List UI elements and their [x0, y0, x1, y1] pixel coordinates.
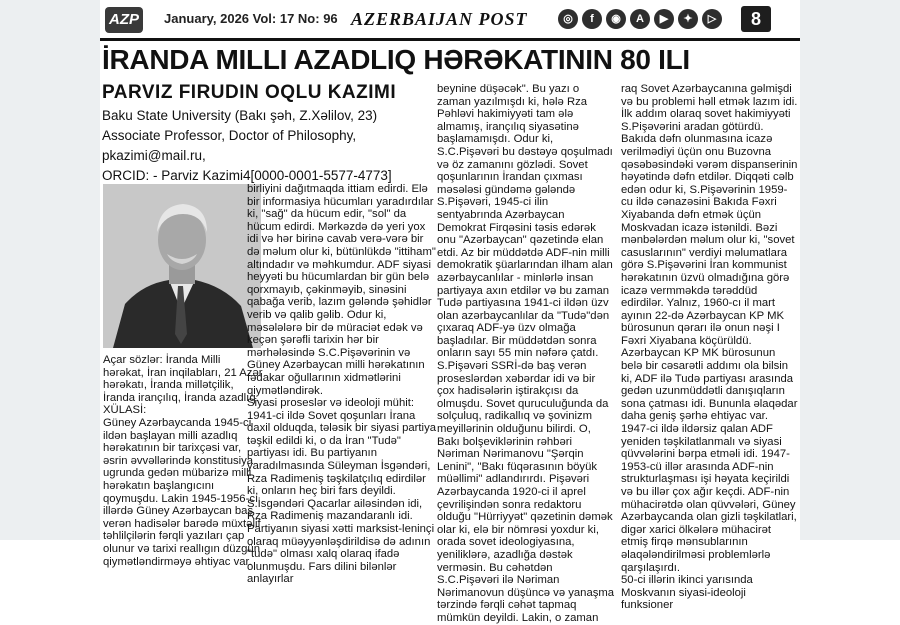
affiliation-line: Associate Professor, Doctor of Philosophy, [102, 128, 357, 143]
page-number: 8 [741, 6, 771, 32]
youtube-icon[interactable]: ▶ [654, 9, 674, 29]
web-icon[interactable]: ◎ [558, 9, 578, 29]
paragraph: beynine düşəcək". Bu yazı o zaman yazılmışdı ki, hələ Rza Pəhləvi hakimiyyəti tam ələ almamış, irançılıq siyasətinə başlamamışdı. Odur ki, S.C.Pişəvəri bu dəstəyə qoşulmadı və öz zamanını gözlədi. Sovet qoşunlarının İrandan çıxması məsələsi gündəmə gələndə S.Pişəvəri, 1945-ci ilin sentyabrında Azərbaycan Demokrat Firqəsini təsis edərək onu "Azərbaycan" qəzetində elan etdi. Az bir müddətdə ADF-nin milli demokratik şüarlarından ilham alan azərbaycanlılar - minlərlə insan partiyaya axın etdilər və bu zaman Tudə partiyasına 1941-ci ildən üzv olan azərbaycanlılar da "Tudə"dən çıxaraq ADF-yə üzv olmağa başladılar. Bir müddətdən sonra onların sayı 55 min nəfərə çatdı. S.Pişəvəri SSRİ-də baş verən proseslərdən xəbərdar idi və bir çox hadisələrin iştirakçısı da olmuşdu. Sovet quruculuğunda da solçuluq, radikallıq və şovinizm meyillərinin olduğunu bilirdi. O, Bakı bolşeviklərinin rəhbəri Nəriman Nərimanovu "Şərqin Lenini", "Bakı füqərasının böyük müəllimi" adlandırırdı. Pişəvəri Azərbaycanda 1920-ci il aprel çevrilişindən sonra redaktoru olduğu "Hürriyyət" qəzetinin dəmək olar ki, elə bir nömrəsi yoxdur ki, orada sovet ideologiyasına, yeniliklərə, azadlığa dəstək verməsin. Bu cəhətdən S.C.Pişəvəri ilə Nəriman Nərimanovun düşüncə və yanaşma tərzində fərqli cəhət tapmaq mümkün deyildi. Lakin, o zaman [437, 83, 615, 624]
column-abstract [103, 354, 263, 568]
right-margin [800, 0, 900, 540]
paragraph: 1947-ci ildə ildərsiz qalan ADF yeniden təşkilatlanmalı və siyasi qüvvələrini bərpa etməli idi. 1947-1953-cü illər arasında ADF-nin strukturlaşması işi həyata keçirildi və bu illər çox ağır keçdi. ADF-nin mühacirətdə olan qüvvələri, Güney Azərbaycanda olan gizli təşkilatlari, digər xarici ölkələrə mühacirət etmiş firqə mənsublarının əlaqələndirilməsi problemlərlə qarşılaşırdı. [621, 423, 797, 574]
issue-info: January, 2026 Vol: 17 No: 96 [164, 11, 338, 26]
paragraph: Siyasi proseslər və ideoloji mühit: 1941-ci ildə Sovet qoşunları İrana daxil olduqda, tələsik bir siyasi partiya təşkil edildi ki, o da İran "Tudə" partiyası idi. Bu partiyanın yaradılmasında Süleyman İsgəndəri, Rza Radimeniş təşkilatçılıq edirdilər ki, onların heç biri fars deyildi. S.İsgəndəri Qacarlar ailəsindən idi, Rza Radimeniş mazandaranlı idi. Partiyanın siyasi xətti marksist-leninçi olaraq müəyyənləşdirildisə də adının "tudə" olması xalq olaraq ifadə olunmuşdu. Fars dilini bilənlər anlayırlar [247, 397, 437, 586]
author-photo [103, 184, 261, 348]
author-name: PARVIZ FIRUDIN OQLU KAZIMI [102, 82, 397, 103]
instagram-icon[interactable]: ◉ [606, 9, 626, 29]
page-header [100, 0, 800, 38]
author-info [102, 106, 442, 186]
newspaper-page [100, 0, 800, 624]
keywords: Açar sözlər: İranda Milli hərəkat, İran inqilabları, 21 Azər hərəkatı, İranda millətçilik, İranda irançılıq, İranda azadlıq. [103, 354, 263, 404]
column-2 [247, 183, 437, 586]
social-icons [558, 9, 722, 29]
orcid-line: ORCID: - Parviz Kazimi4[0000-0001-5577-4773] [102, 168, 392, 183]
logo: AZP [105, 7, 143, 33]
facebook-icon[interactable]: f [582, 9, 602, 29]
paragraph: 50-ci illərin ikinci yarısında Moskvanın siyasi-ideoloji funksioner [621, 574, 753, 612]
appstore-icon[interactable]: A [630, 9, 650, 29]
abstract-text: Güney Azərbaycanda 1945-ci ildən başlayan milli azadlıq hərəkatının bir tarixçəsi var, əsrin əvvəllərində konstitusiya ugrunda gedən mübarizə milli hərəkatın başlangıcını qoymuşdu. Lakin 1945-1956-cı illərdə Güney Azərbaycan baş verən hadisələr barədə müxtəlif təhlilçilərin fərqli yazıları çap olunur və tarixi reallıgın düzgün qiymətləndirməyə əhtiyac var. [103, 416, 261, 568]
header-rule [100, 38, 800, 41]
article-title: İRANDA MILLI AZADLIQ HƏRƏKATININ 80 ILI [102, 44, 690, 75]
affiliation-line: Baku State University (Bakı şəh, Z.Xəlilov, 23) [102, 108, 378, 123]
masthead: AZERBAIJAN POST [351, 9, 528, 29]
portrait-image [103, 184, 261, 348]
abstract-heading: XÜLASİ: [103, 404, 147, 417]
twitter-icon[interactable]: ✦ [678, 9, 698, 29]
column-4 [621, 83, 799, 612]
paragraph: raq Sovet Azərbaycanına gəlmişdi və bu problemi həll etmək lazım idi. İlk addım olaraq sovet hakimiyyəti S.Pişəvərini aradan götürdü. Bakıda dəfn olunmasına icazə verilmədiyi üçün onu Buzovna qəsəbəsindəki vərəm dispanserinin həyətində dəfn etdilər. Diqqəti cəlb edən odur ki, S.Pişəvərinin 1959-cu ildə cənazəsini Bakıda Fəxri Xiyabanda dəfn etmək üçün Moskvadan icazə istənildi. Bəzi mənbələrdən məlum olur ki, "sovet casuslarının" verdiyi məlumatlara görə S.Pişəvərini İran kommunist hərəkatının üzvü olmadığına görə icazə vermməkdə tərəddüd edirdilər. Yalnız, 1960-cı il mart ayının 22-də Azərbaycan KP MK bürosunun qərarı ilə onun nəşi I Fəxri Xiyabana köçürüldü. Azərbaycan KP MK bürosunun belə bir cəsarətli addımı ola bilsin ki, ADF ilə Tudə partiyası arasında gedən uzunmüddətli danışıqların sona çatması idi. Bununla əlaqədar daha geniş şərhə ehtiyac var. [621, 83, 798, 423]
paragraph: birliyini dağıtmaqda ittiam edirdi. Elə bir informasiya hücumları yaradırdılar ki, "sağ" da hücum edir, "sol" da hücum edirdi. Mərkəzdə də yeri yox idi və hər birinə cavab verə-vərə bir də məlum olur ki, bütünlükdə "ittiham" altındadır və məhkumdur. ADF siyasi heyyəti bu hücumlardan bir gün belə qorxmayıb, çəkinməyib, sinəsini qabağa verib, lazım gələndə şəhidlər verib və qalib gəlib. Odur ki, məsələlərə bir də müraciət edək və keçən şərəfli tarixin hər bir mərhələsində S.C.Pişəvərinin və Güney Azərbaycan milli hərəkatının fədakar oğullarının xidmətlərini qiymətləndirək. [247, 183, 436, 397]
left-margin [0, 0, 100, 540]
googleplay-icon[interactable]: ▷ [702, 9, 722, 29]
column-3 [437, 83, 615, 625]
email-line[interactable]: pkazimi@mail.ru, [102, 148, 206, 163]
